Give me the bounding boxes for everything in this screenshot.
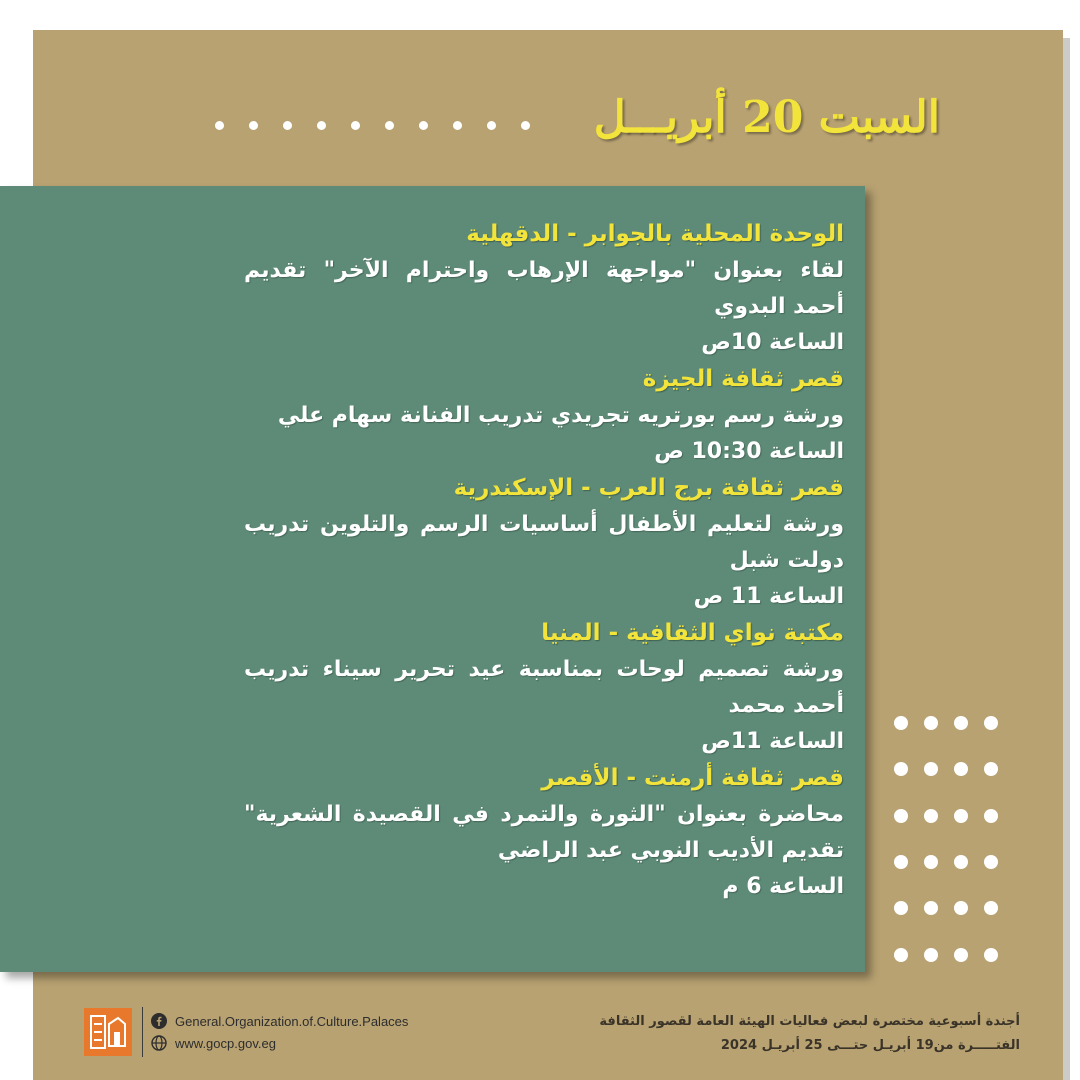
facebook-contact[interactable] bbox=[151, 1010, 408, 1032]
event-venue: قصر ثقافة أرمنت - الأقصر bbox=[541, 765, 844, 791]
page-title: السبت 20 أبريـــل bbox=[593, 92, 940, 143]
dot-grid-decoration bbox=[886, 716, 1006, 966]
event-time: الساعة 6 م bbox=[722, 874, 844, 899]
event-item bbox=[244, 216, 844, 361]
event-description: ورشة لتعليم الأطفال أساسيات الرسم والتلوين تدريب دولت شبل bbox=[244, 512, 844, 573]
footer-contacts bbox=[84, 1006, 408, 1058]
website-url: www.gocp.gov.eg bbox=[175, 1035, 276, 1051]
event-item bbox=[244, 361, 844, 470]
contact-lines bbox=[151, 1010, 408, 1054]
event-time: الساعة 10ص bbox=[701, 330, 844, 355]
event-item bbox=[244, 470, 844, 615]
event-description: لقاء بعنوان "مواجهة الإرهاب واحترام الآخر" تقديم أحمد البدوي bbox=[244, 258, 844, 319]
footer-agenda-info bbox=[599, 1010, 1020, 1058]
event-venue: قصر ثقافة برج العرب - الإسكندرية bbox=[453, 475, 844, 501]
event-item bbox=[244, 760, 844, 905]
event-item bbox=[244, 615, 844, 760]
gocp-logo bbox=[84, 1008, 132, 1056]
events-list bbox=[244, 216, 844, 905]
event-description: ورشة تصميم لوحات بمناسبة عيد تحرير سيناء تدريب أحمد محمد bbox=[244, 657, 844, 718]
facebook-handle: General.Organization.of.Culture.Palaces bbox=[175, 1013, 409, 1029]
globe-icon bbox=[151, 1035, 167, 1051]
event-venue: قصر ثقافة الجيزة bbox=[642, 366, 844, 392]
event-description: محاضرة بعنوان "الثورة والتمرد في القصيدة الشعرية" تقديم الأديب النوبي عبد الراضي bbox=[244, 802, 844, 863]
event-venue: الوحدة المحلية بالجوابر - الدقهلية bbox=[466, 221, 844, 247]
facebook-icon bbox=[151, 1013, 167, 1029]
event-description: ورشة رسم بورتريه تجريدي تدريب الفنانة سهام علي bbox=[277, 403, 844, 428]
footer-divider bbox=[142, 1007, 143, 1057]
event-time: الساعة 11ص bbox=[701, 729, 844, 754]
event-venue: مكتبة نواي الثقافية - المنيا bbox=[541, 620, 844, 646]
event-time: الساعة 10:30 ص bbox=[654, 439, 844, 464]
title-dots-decoration bbox=[215, 121, 530, 131]
website-contact[interactable] bbox=[151, 1032, 408, 1054]
period-line: الفتـــــرة من19 أبريـل حتـــى 25 أبريـل 2024 bbox=[720, 1038, 1020, 1053]
event-time: الساعة 11 ص bbox=[693, 584, 844, 609]
agenda-line: أجندة أسبوعية مختصرة لبعض فعاليات الهيئة العامة لقصور الثقافة bbox=[599, 1014, 1020, 1029]
